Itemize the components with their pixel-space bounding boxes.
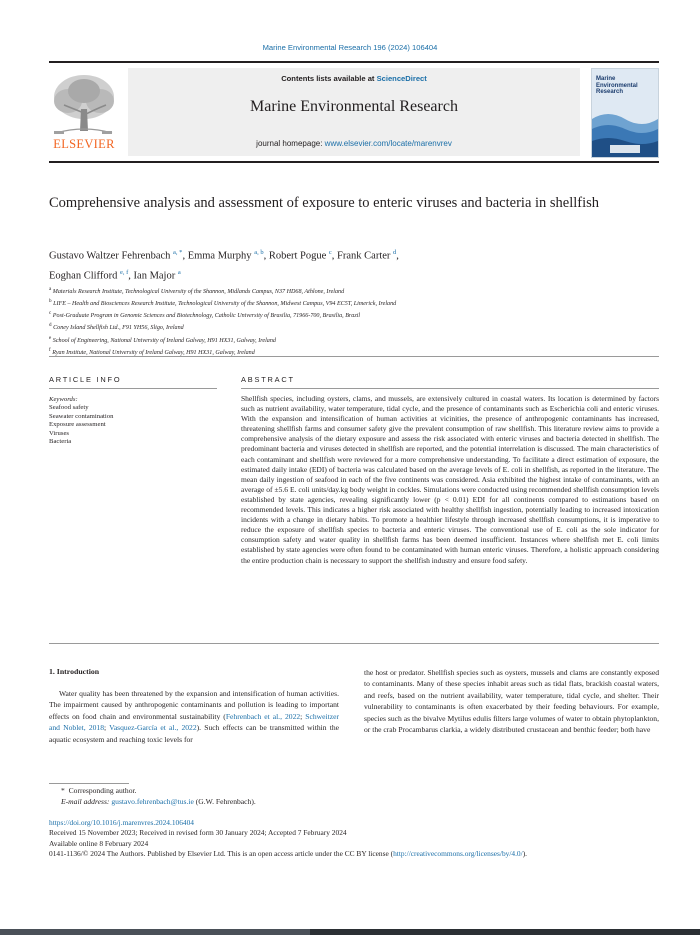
affiliation-marker: d	[49, 322, 52, 329]
citation-link[interactable]: Vasquez-García et al., 2022	[109, 723, 197, 733]
abstract-rule	[241, 388, 659, 389]
citation-separator: ;	[104, 723, 110, 733]
elsevier-wordmark: ELSEVIER	[53, 137, 115, 151]
abstract-heading: ABSTRACT	[241, 375, 295, 384]
affiliation-text: Coney Island Shellfish Ltd., F91 YH56, Sligo, Ireland	[53, 325, 184, 332]
citation-separator: ;	[300, 711, 306, 721]
affiliation-marker: f	[49, 346, 51, 353]
email-label: E-mail address:	[61, 796, 112, 806]
license-text: 0141-1136/© 2024 The Authors. Published by Elsevier Ltd. This is an open access article under the CC BY license (	[49, 849, 394, 859]
affiliation-text: School of Engineering, National University of Ireland Galway, H91 HX31, Galway, Ireland	[52, 337, 276, 344]
author-affiliation-marker[interactable]: e, f	[119, 268, 129, 276]
introduction-heading: 1. Introduction	[49, 667, 100, 676]
author-affiliation-marker[interactable]: a, *	[173, 249, 183, 256]
affiliation-item	[49, 321, 609, 333]
citation-link[interactable]: Fehrenbach et al., 2022	[225, 711, 301, 721]
author-affiliation-marker[interactable]: a	[177, 268, 181, 276]
affiliation-marker: c	[49, 310, 52, 317]
affiliation-item	[49, 285, 609, 297]
footnote-rule	[49, 783, 129, 784]
email-suffix: (G.W. Fehrenbach).	[193, 796, 256, 806]
affiliation-text: LIFE – Health and Biosciences Research Institute, Technological University of the Shannon, Midwest Campus, V94 EC5T, Limerick, Ireland	[53, 301, 397, 308]
intro-text: ). Such effects can be transmitted within the aquatic ecosystem and reaching toxic levels for	[49, 723, 340, 744]
footnote-label: Corresponding author.	[68, 786, 137, 795]
affiliation-text: Post-Graduate Program in Genomic Sciences and Biotechnology, Catholic University of Brasilia, 71966-700, Brasilia, Brazil	[52, 313, 361, 320]
corresponding-author-footnote	[49, 786, 659, 807]
cover-title: Marine Environmental Research	[596, 76, 638, 96]
contents-prefix: Contents lists available at	[281, 74, 377, 83]
viewer-scroll-indicator[interactable]	[0, 929, 310, 935]
article-info-rule	[49, 388, 217, 389]
affiliation-text: Materials Research Institute, Technological University of the Shannon, Midlands Campus, N37 HD68, Athlone, Ireland	[52, 289, 345, 296]
online-date: Available online 8 February 2024	[49, 838, 149, 848]
keyword-item: Seawater contamination	[49, 412, 114, 420]
license-suffix: ).	[522, 849, 527, 859]
homepage-prefix: journal homepage:	[256, 139, 325, 148]
keyword-item: Viruses	[49, 429, 70, 437]
author-name[interactable]: Emma Murphy	[187, 250, 252, 262]
journal-homepage-link[interactable]: www.elsevier.com/locate/marenvrev	[324, 139, 452, 148]
body-column-left	[49, 688, 339, 745]
author-name[interactable]: Frank Carter	[337, 250, 391, 262]
sciencedirect-link[interactable]: ScienceDirect	[376, 74, 427, 83]
affiliation-item	[49, 309, 609, 321]
license-line	[49, 849, 659, 859]
author-affiliation-marker[interactable]: d	[393, 249, 397, 256]
affiliation-list	[49, 285, 609, 358]
journal-cover-thumbnail[interactable]	[591, 68, 659, 158]
affiliation-marker: e	[49, 334, 52, 341]
affiliation-marker: a	[49, 286, 52, 292]
author-affiliation-marker[interactable]: c	[328, 249, 332, 256]
article-title: Comprehensive analysis and assessment of exposure to enteric viruses and bacteria in shellfish	[49, 195, 600, 211]
header-rule-top	[49, 61, 659, 63]
affiliation-item	[49, 297, 609, 309]
homepage-line	[128, 139, 580, 148]
keyword-item: Seafood safety	[49, 404, 89, 412]
affiliation-rule	[49, 356, 659, 357]
author-affiliation-marker[interactable]: a, b	[254, 249, 264, 256]
abstract-text: Shellfish species, including oysters, clams, and mussels, are extensively cultured in coastal waters. Its location is determined by factors such as nutrient availability, water temperature, tidal cycle, and the presence of contaminants such as Escherichia coli and enteric viruses. With the expansion and intensification of human activities at vicinities, the presence of anthropogenic contaminants has increased, threatening shellfish farms and consumer safety give the prevalent consumption of raw shellfish. This literature review aims to provide a comprehensive analysis of the dietary exposure and assess the risk associated with enteric viruses and bacteria detected in shellfish. The predominant bacteria and viruses detected in shellfish are reported, and the potential interrelation is discussed. The main characteristics of each contaminant and shellfish were reviewed for a more comprehensive understanding. To facilitate a direct estimation of exposure, the estimated daily intake (EDI) of bacteria was calculated based on the average levels of E. coli in shellfish, as reported in the literature. The mean daily ingestion of seafood in each of the five continents was considered. Asia exhibited the highest intake of contaminants, with an average of ±5.6 E. coli units/day.kg body weight in cockles. Simulations were conducted using recommended shellfish consumption levels established by state agencies, revealing significantly lower (p < 0.01) EDI for all continents compared to estimations based on recommended levels. This indicates a higher risk associated with healthy shellfish ingestion, potentially leading to increased intoxication incidents with a change in dietary habits. To promote a healthier lifestyle through increased shellfish consumptions, it is imperative to reduce the exposure of shellfish species to bacteria and enteric viruses. The conventional use of E. coli as the sole indicator for consumption safety and water quality in shellfish farms has been deemed insufficient. Instances where shellfish met E. coli limits established by state agencies were often found to be contaminated with human enteric viruses. Therefore, a holistic approach considering the entire production chain is necessary to support the shellfish industry and ensure food safety.	[241, 394, 659, 565]
affiliation-item	[49, 334, 609, 346]
doi-link[interactable]: https://doi.org/10.1016/j.marenvres.2024.106404	[49, 818, 194, 827]
intro-paragraph	[49, 688, 339, 745]
author-name[interactable]: Ian Major	[133, 270, 176, 281]
publication-info	[49, 818, 659, 860]
keywords-label: Keywords:	[49, 396, 78, 403]
author-name[interactable]: Robert Pogue	[268, 250, 327, 262]
keyword-item: Exposure assessment	[49, 421, 106, 429]
affiliation-text: Ryan Institute, National University of Ireland Galway, H91 HX31, Galway, Ireland	[52, 349, 255, 356]
citation-link[interactable]: Schweitzer and Noblet, 2018	[49, 711, 340, 733]
license-link[interactable]: http://creativecommons.org/licenses/by/4.0/	[393, 849, 523, 859]
journal-title: Marine Environmental Research	[250, 98, 458, 115]
header-rule-bottom	[49, 161, 659, 163]
body-column-right	[364, 667, 659, 735]
abstract-end-rule	[49, 643, 659, 644]
journal-citation[interactable]: Marine Environmental Research 196 (2024) 106404	[262, 43, 438, 52]
author-list: Gustavo Waltzer Fehrenbach $^{a, *}$, Emma Murphy $^{a, b}$, Robert Pogue $^c$, Frank Carter $^d$, Eoghan Clifford $^{e, f}$, Ian Major $^a$	[49, 249, 399, 281]
author-name[interactable]: Gustavo Waltzer Fehrenbach	[49, 250, 171, 262]
contents-line	[128, 74, 580, 83]
keyword-item: Bacteria	[49, 438, 72, 446]
intro-paragraph-continued: the host or predator. Shellfish species such as oysters, mussels and clams are constantly exposed to contaminants. Many of these species inhabit areas such as tidal flats, brackish coastal waters, and reefs, based on the nutrient availability, water temperature, tidal cycle, and shelter. Their vulnerability to contaminants is often exacerbated by their feeding behaviours. For example, species such as the bivalve Mytilus edulis filters large volumes of water to obtain phytoplankton, or the crab Procambarus clarkia, a widely distributed crustacean and benthic feeder; both have	[364, 668, 659, 735]
author-email-link[interactable]: gustavo.fehrenbach@tus.ie	[111, 796, 194, 806]
article-info-heading: ARTICLE INFO	[49, 375, 122, 384]
keywords-block	[49, 396, 217, 446]
affiliation-marker: b	[49, 298, 52, 305]
intro-text: Water quality has been threatened by the expansion and intensification of human activities. The impairment caused by anthropogenic contaminants and pollution is leading to important effects on food chain and environmental sustainability (	[49, 689, 339, 721]
received-dates: Received 15 November 2023; Received in revised form 30 January 2024; Accepted 7 February 2024	[49, 828, 347, 838]
author-name[interactable]: Eoghan Clifford	[49, 270, 118, 281]
footnote-marker: *	[61, 786, 65, 795]
